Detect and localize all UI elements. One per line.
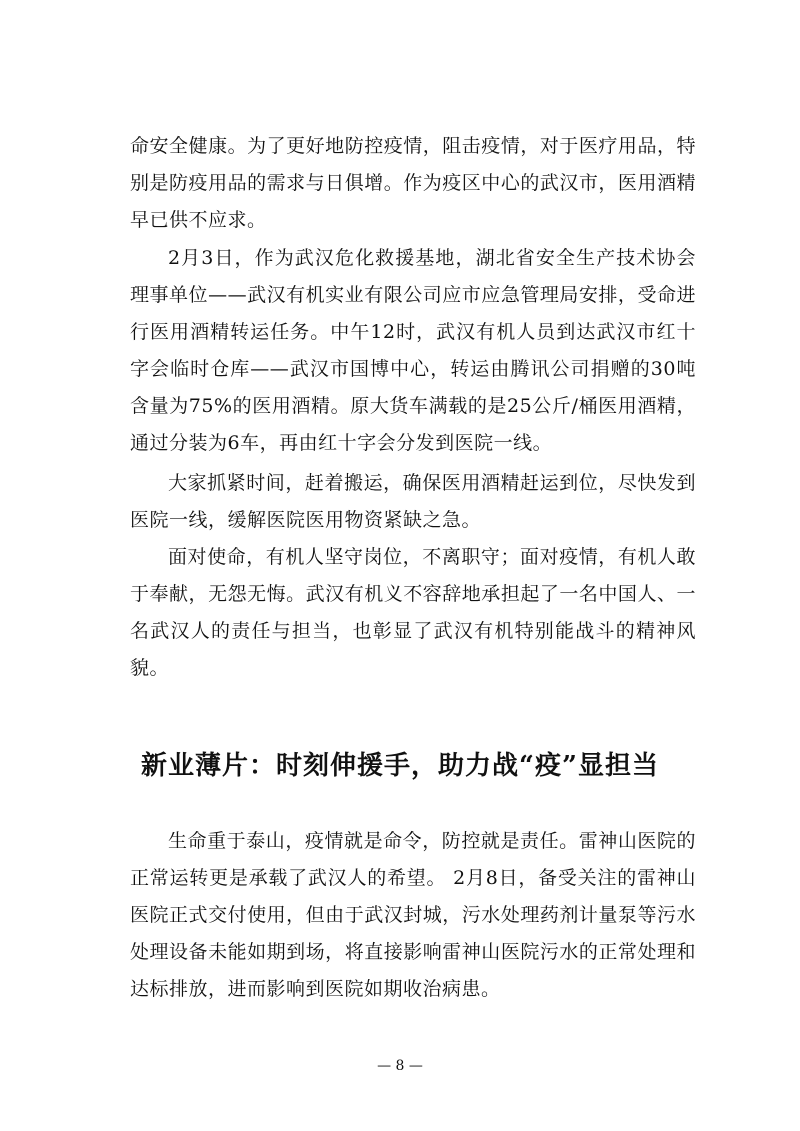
page-number: — 8 — (377, 1058, 423, 1074)
paragraph-continuation: 命安全健康。为了更好地防控疫情，阻击疫情，对于医疗用品，特别是防疫用品的需求与日俱增。作为疫区中心的武汉市，医用酒精早已供不应求。 (130, 135, 696, 231)
paragraph-transport-task: 2月3日，作为武汉危化救援基地，湖北省安全生产技术协会理事单位——武汉有机实业有限公司应市应急管理局安排，受命进行医用酒精转运任务。中午12时，武汉有机人员到达武汉市红十字会临时仓库——武汉市国博中心，转运由腾讯公司捐赠的30吨含量为75%的医用酒精。原大货车满载的是25公斤/桶医用酒精，通过分装为6车，再由红十字会分发到医院一线。 (130, 247, 696, 454)
paragraph-leishenshan: 生命重于泰山，疫情就是命令，防控就是责任。雷神山医院的正常运转更是承载了武汉人的希望。 2月8日，备受关注的雷神山医院正式交付使用，但由于武汉封城，污水处理药剂计量泵等污水处理设备未能如期到场，将直接影响雷神山医院污水的正常处理和达标排放，进而影响到医院如期收治病患。 (130, 830, 696, 1000)
paragraph-mission: 面对使命，有机人坚守岗位，不离职守；面对疫情，有机人敢于奉献，无怨无悔。武汉有机义不容辞地承担起了一名中国人、一名武汉人的责任与担当，也彰显了武汉有机特别能战斗的精神风貌。 (130, 546, 696, 679)
paragraph-rush-delivery: 大家抓紧时间，赶着搬运，确保医用酒精赶运到位，尽快发到医院一线，缓解医院医用物资紧缺之急。 (130, 472, 696, 531)
section-title: 新业薄片：时刻伸援手，助力战“疫”显担当 (141, 751, 659, 781)
